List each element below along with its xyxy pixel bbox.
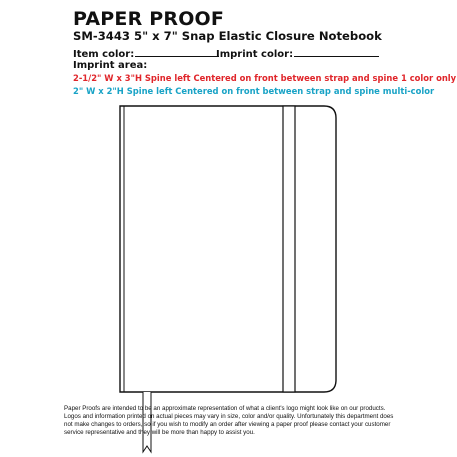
- item-color-label: Item color:: [73, 49, 135, 60]
- elastic-strap: [283, 106, 295, 392]
- disclaimer-text: Paper Proofs are intended to be an approximate representation of what a client's logo might look like on our products. Logos and information printed on actual pieces may vary in size, color and/or quality. Unfortunately this department does not make changes to orders, so if you wish to modify an order after viewing a paper proof please contact your customer service representative and they will be more than happy to assist you.: [64, 405, 394, 437]
- imprint-area-label: Imprint area:: [73, 60, 148, 71]
- imprint-color-label: Imprint color:: [216, 49, 294, 60]
- product-title: SM-3443 5" x 7" Snap Elastic Closure Notebook: [73, 29, 382, 43]
- notebook-cover: [120, 106, 336, 392]
- imprint-option-two: 2" W x 2"H Spine left Centered on front between strap and spine multi-color: [73, 86, 435, 96]
- imprint-option-one: 2-1/2" W x 3"H Spine left Centered on front between strap and spine 1 color only: [73, 73, 457, 83]
- page-title: PAPER PROOF: [73, 8, 225, 30]
